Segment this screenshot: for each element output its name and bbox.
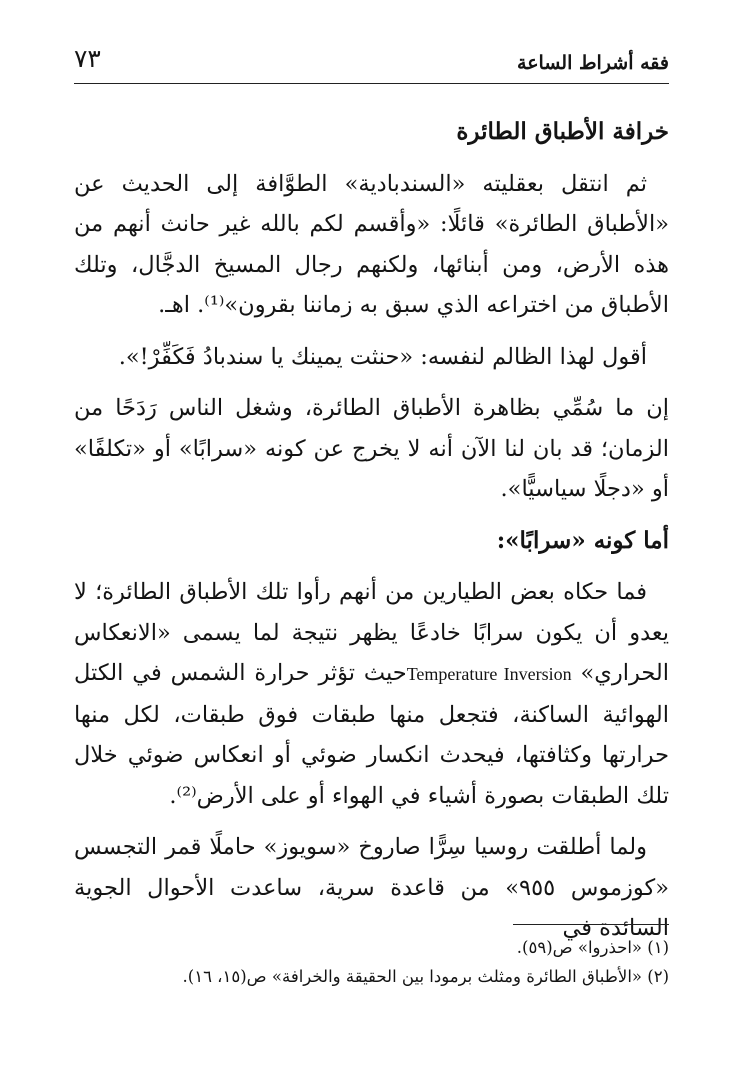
subheading: أما كونه «سرابًا»: — [496, 526, 669, 554]
paragraph-2: أقول لهذا الظالم لنفسه: «حنثت يمينك يا سندبادُ فَكَفِّرْ!». — [118, 343, 647, 370]
paragraph-4-text-a: فما حكاه بعض الطيارين من أنهم رأوا تلك الأطباق الطائرة؛ لا يعدو أن يكون سرابًا خادعًا يظهر نتيجة لما يسمى «الانعكاس الحراري» — [74, 579, 669, 686]
page-header — [74, 44, 669, 84]
paragraph-1: ثم انتقل بعقليته «السندبادية» الطوَّافة إلى الحديث عن «الأطباق الطائرة» قائلًا: «وأقسم لكم بالله غير حانث أنهم من هذه الأرض، ومن أبنائها، ولكنهم رجال المسيخ الدجَّال، وتلك الأطباق من اختراعه الذي سبق به زماننا بقرون»⁽¹⁾. اهـ. — [74, 170, 669, 318]
paragraph-5: ولما أطلقت روسيا سِرًّا صاروخ «سويوز» حاملًا قمر التجسس «كوزموس ٩٥٥» من قاعدة سرية، ساعدت الأحوال الجوية السائدة في — [74, 834, 669, 941]
section-heading: خرافة الأطباق الطائرة — [456, 118, 669, 145]
footnote-1: (١) «احذروا» ص(٥٩). — [516, 938, 669, 957]
footnote-2: (٢) «الأطباق الطائرة ومثلث برمودا بين الحقيقة والخرافة» ص(١٥، ١٦). — [182, 967, 669, 986]
latin-term: Temperature Inversion — [406, 664, 572, 684]
paragraph-4 — [74, 572, 669, 816]
header-rule — [74, 83, 669, 84]
main-text — [74, 112, 669, 960]
paragraph-3: إن ما سُمِّي بظاهرة الأطباق الطائرة، وشغل الناس رَدَحًا من الزمان؛ قد بان لنا الآن أنه لا يخرج عن كونه «سرابًا» أو «تكلفًا» أو «دجلًا سياسيًّا». — [74, 395, 669, 502]
page-number: ٧٣ — [74, 44, 101, 73]
footnotes — [74, 924, 669, 991]
paragraph-4-text-b: حيث تؤثر حرارة الشمس في الكتل الهوائية الساكنة، فتجعل منها طبقات فوق طبقات، لكل منها حرارتها وكثافتها، فيحدث انكسار ضوئي أو انعكاس ضوئي خلال تلك الطبقات بصورة أشياء في الهواء أو على الأرض⁽²⁾. — [74, 660, 669, 809]
footnote-rule — [513, 924, 669, 925]
running-title: فقه أشراط الساعة — [517, 52, 669, 74]
